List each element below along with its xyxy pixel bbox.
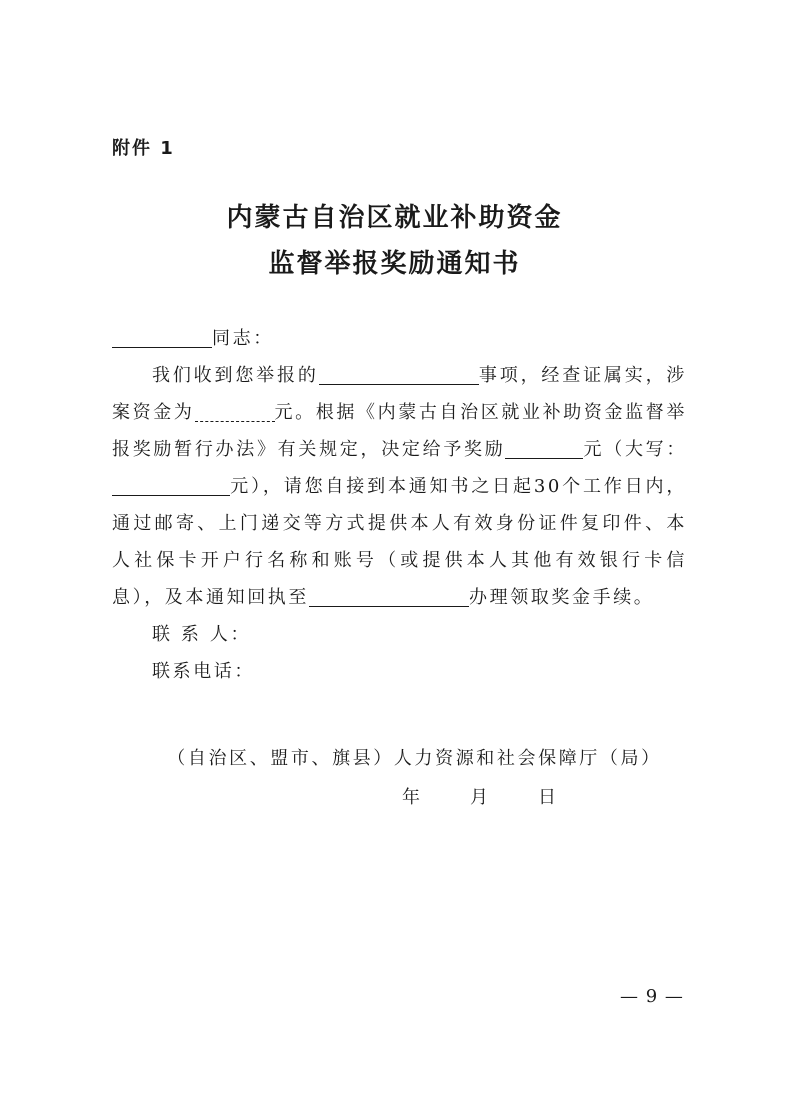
recipient-name-blank [112,325,212,348]
notice-body [112,320,687,690]
issuing-authority: （自治区、盟市、旗县）人力资源和社会保障厅（局） [167,748,662,769]
title-line-2: 监督举报奖励通知书 [268,249,521,279]
paragraph-text-6: 办理领取奖金手续。 [469,587,655,608]
paragraph-text-2: 事项，经查证属实，涉案资金为 [112,365,687,423]
date-year: 年 [402,787,420,808]
reward-amount-uppercase-blank [112,473,230,496]
date-day: 日 [538,787,556,808]
title-line-1: 内蒙古自治区就业补助资金 [226,203,563,233]
attachment-label: 附件 1 [112,138,175,159]
greeting-text: 同志： [212,328,274,349]
reward-amount-blank [505,436,583,459]
reported-matter-blank [319,362,479,385]
paragraph-text-4: 元（大写： [583,439,687,460]
paragraph-text-5: 元），请您自接到本通知书之日起30个工作日内，通过邮寄、上门递交等方式提供本人有效身份证件复印件、本人社保卡开户行名称和账号（或提供本人其他有效银行卡信息），及本通知回执至 [112,476,687,608]
case-amount-blank [195,399,275,422]
contact-person-label: 联 系 人： [152,624,252,645]
submission-address-blank [309,584,469,607]
paragraph-text-3: 元。根据《内蒙古自治区就业补助资金监督举报奖励暂行办法》有关规定，决定给予奖励 [112,402,687,460]
greeting-line [112,320,687,357]
date-month: 月 [470,787,488,808]
paragraph-text-1: 我们收到您举报的 [152,365,319,386]
contact-phone-label: 联系电话： [152,661,255,682]
main-paragraph [112,357,687,616]
page-number: — 9 — [620,986,684,1007]
date-line [402,783,556,809]
